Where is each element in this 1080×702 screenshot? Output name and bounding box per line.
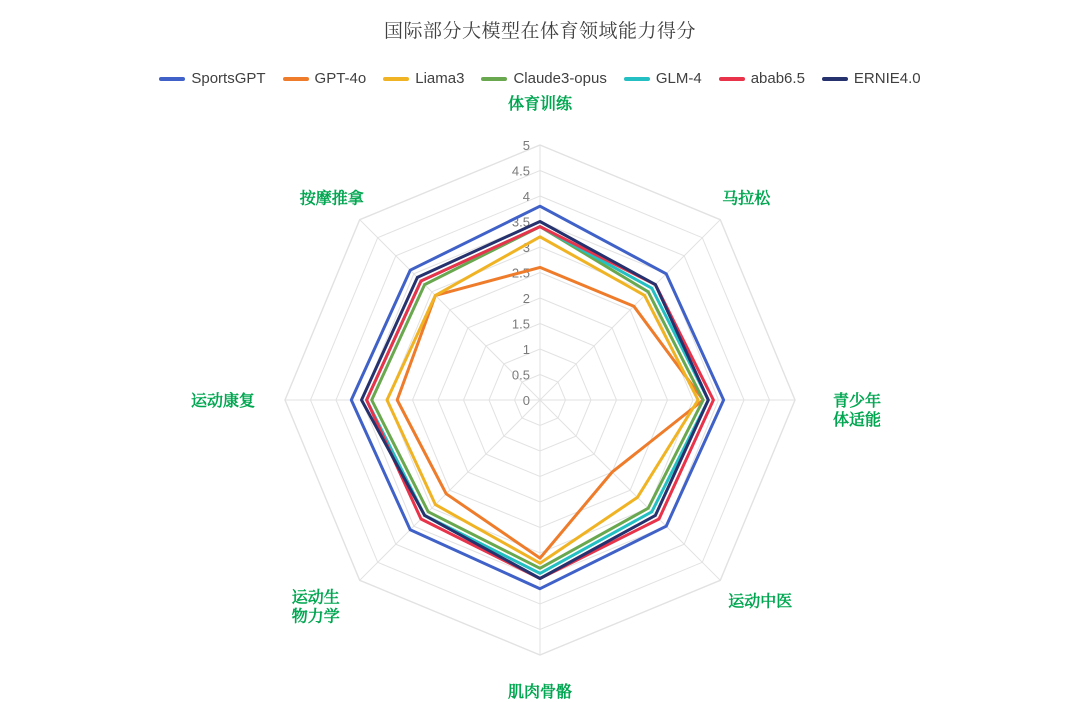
- category-label: 按摩推拿: [299, 190, 364, 208]
- category-label: 运动生物力学: [291, 589, 340, 626]
- radial-tick-label: 5: [522, 138, 530, 153]
- radial-tick-label: 1.5: [511, 316, 530, 332]
- radial-tick-label: 2.5: [511, 265, 530, 281]
- legend-label: ERNIE4.0: [853, 70, 921, 87]
- category-labels: [191, 94, 881, 701]
- radial-tick-label: 3: [522, 240, 530, 255]
- legend-label: GPT-4o: [314, 70, 367, 87]
- category-label: 运动康复: [190, 393, 256, 410]
- radial-tick-label: 4.5: [511, 163, 530, 179]
- category-label: 体育训练: [507, 96, 573, 113]
- radial-tick-label: 0: [522, 393, 530, 408]
- radial-tick-label: 3.5: [511, 214, 530, 230]
- radial-tick-label: 4: [522, 189, 530, 204]
- category-label: 运动中医: [728, 593, 793, 611]
- category-label: 青少年体适能: [832, 393, 882, 429]
- chart-title: 国际部分大模型在体育领域能力得分: [383, 21, 696, 42]
- legend-label: abab6.5: [750, 70, 805, 87]
- legend-label: GLM-4: [655, 70, 702, 87]
- legend-label: Claude3-opus: [513, 70, 607, 87]
- category-label: 马拉松: [722, 190, 771, 208]
- radial-tick-label: 1: [522, 342, 530, 357]
- category-label: 肌肉骨骼: [507, 684, 573, 701]
- radial-tick-label: 0.5: [511, 367, 530, 383]
- radial-tick-label: 2: [522, 291, 530, 306]
- legend-label: SportsGPT: [191, 70, 266, 87]
- legend-label: Liama3: [415, 70, 465, 87]
